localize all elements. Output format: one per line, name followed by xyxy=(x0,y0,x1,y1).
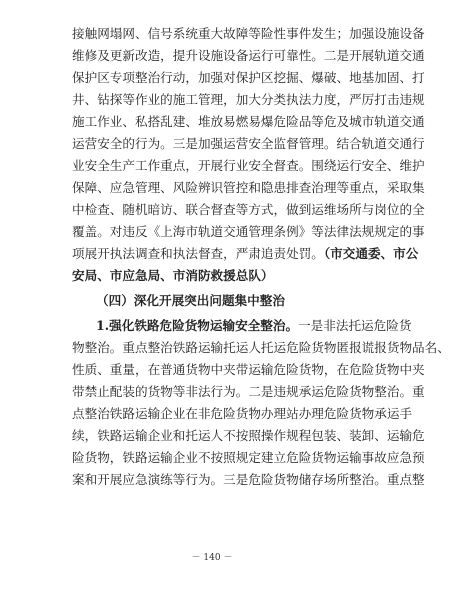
text-line: 井、钻探等作业的施工管理，加大分类执法力度，严厉打击违规 xyxy=(72,92,425,107)
responsible-agencies: （市交通委、市公 xyxy=(323,246,419,261)
text-line xyxy=(96,315,412,337)
text-line: 保护区专项整治行动，加强对保护区挖掘、爆破、地基加固、打 xyxy=(72,70,425,85)
text-line: 点整治铁路运输企业在非危险货物办理站办理危险货物承运手 xyxy=(72,406,413,421)
section-heading: （四）深化开展突出问题集中整治 xyxy=(96,293,285,308)
text-line: 续，铁路运输企业和托运人不按照操作规程包装、装卸、运输危 xyxy=(72,428,425,443)
body-text: 项展开执法调查和执法督查，严肃追责处罚。 xyxy=(72,246,324,261)
text-line: 中检查、随机暗访、联合督查等方式，做到运维场所与岗位的全 xyxy=(72,202,425,217)
responsible-agencies-continued: 安局、市应急局、市消防救援总队） xyxy=(72,268,274,283)
text-line: 物整治。重点整治铁路运输托运人托运危险货物匿报谎报货物品名、 xyxy=(72,340,450,355)
text-line: 接触网塌网、信号系统重大故障等险性事件发生；加强设施设备 xyxy=(72,26,425,41)
text-line: 案和开展应急演练等行为。三是危险货物储存场所整治。重点整 xyxy=(72,472,425,487)
text-line: 业安全生产工作重点，开展行业安全督查。围绕运行安全、维护 xyxy=(72,158,425,173)
body-text: 一是非法托运危险货 xyxy=(298,318,412,333)
text-line: 性质、重量，在普通货物中夹带运输危险货物，在危险货物中夹 xyxy=(72,362,425,377)
text-line: 维修及更新改造，提升设施设备运行可靠性。二是开展轨道交通 xyxy=(72,48,425,63)
text-line: 带禁止配装的货物等非法行为。二是违规承运危险货物整治。重 xyxy=(72,384,425,399)
text-line: 险货物，铁路运输企业不按照规定建立危险货物运输事故应急预 xyxy=(72,450,425,465)
text-line xyxy=(72,243,419,265)
page-number: － 140 － xyxy=(191,553,233,563)
text-line: 覆盖。对违反《上海市轨道交通管理条例》等法律法规规定的事 xyxy=(72,224,425,239)
text-line: 施工作业、私搭乱建、堆放易燃易爆危险品等危及城市轨道交通 xyxy=(72,114,425,129)
text-line: 运营安全的行为。三是加强运营安全监督管理。结合轨道交通行 xyxy=(72,136,425,151)
text-line: 保障、应急管理、风险辨识管控和隐患排查治理等重点，采取集 xyxy=(72,180,425,195)
item-heading: 1.强化铁路危险货物运输安全整治。 xyxy=(96,318,299,333)
